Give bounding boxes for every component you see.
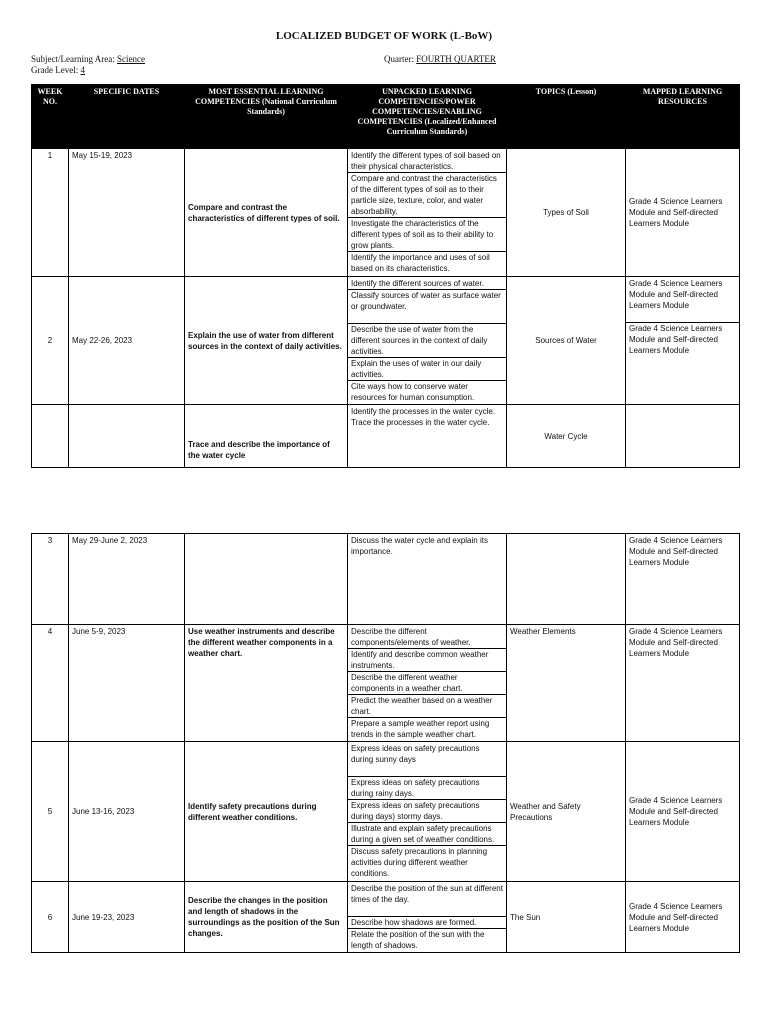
list-item: Compare and contrast the characteristics of the different types of soil as to their particle size, texture, color, and water absorbability. [348, 173, 506, 218]
list-item: Identify and describe common weather instruments. [348, 649, 506, 672]
specific-dates [69, 405, 185, 468]
list-item: Describe the different components/elements of weather. [348, 626, 506, 649]
topic: Water Cycle [507, 405, 626, 468]
grade-label: Grade Level: [31, 65, 81, 75]
specific-dates: May 29-June 2, 2023 [69, 534, 185, 625]
list-item: Describe how shadows are formed. [348, 917, 506, 929]
table-row [32, 277, 740, 405]
specific-dates: June 13-16, 2023 [69, 742, 185, 882]
week-number: 1 [32, 149, 69, 277]
list-item: Express ideas on safety precautions during days) stormy days. [348, 800, 506, 823]
learning-resource [626, 277, 740, 405]
table-row [32, 882, 740, 953]
list-item: Describe the use of water from the different sources in the context of daily activities. [348, 324, 506, 358]
topic [507, 534, 626, 625]
week-number: 4 [32, 625, 69, 742]
unpacked-competencies [348, 277, 507, 405]
list-item: Identify the processes in the water cycle. [351, 407, 496, 416]
table-row [32, 625, 740, 742]
specific-dates: June 5-9, 2023 [69, 625, 185, 742]
table-row [32, 149, 740, 277]
specific-dates: June 19-23, 2023 [69, 882, 185, 953]
list-item: Cite ways how to conserve water resources for human consumption. [351, 382, 475, 402]
grade-value: 4 [80, 65, 85, 75]
topic: Sources of Water [507, 277, 626, 405]
week-number [32, 405, 69, 468]
learning-resource: Grade 4 Science Learners Module and Self-directed Learners Module [626, 149, 740, 277]
table-header-row [32, 85, 740, 149]
melc-text [185, 534, 348, 625]
learning-resource: Grade 4 Science Learners Module and Self-directed Learners Module [626, 625, 740, 742]
topic: Weather and Safety Precautions [507, 742, 626, 882]
learning-resource-b: Grade 4 Science Learners Module and Self-directed Learners Module [629, 324, 723, 355]
unpacked-competencies [348, 149, 507, 277]
topic: Types of Soil [507, 149, 626, 277]
quarter-info [384, 54, 496, 65]
learning-resource: Grade 4 Science Learners Module and Self-directed Learners Module [626, 742, 740, 882]
specific-dates: May 22-26, 2023 [69, 277, 185, 405]
table-row [32, 405, 740, 468]
list-item: Trace the processes in the water cycle. [351, 418, 490, 427]
subject-label: Subject/Learning Area: [31, 54, 117, 64]
subject-value: Science [116, 54, 145, 64]
list-item: Discuss the water cycle and explain its importance. [351, 536, 488, 556]
list-item: Express ideas on safety precautions during rainy days. [348, 777, 506, 800]
week-number: 5 [32, 742, 69, 882]
learning-resource: Grade 4 Science Learners Module and Self-directed Learners Module [626, 882, 740, 953]
melc-text: Use weather instruments and describe the different weather components in a weather chart. [185, 625, 348, 742]
list-item: Identify the different sources of water. [348, 278, 506, 290]
quarter-label: Quarter: [384, 54, 417, 64]
list-item: Discuss safety precautions in planning activities during different weather conditions. [351, 847, 488, 878]
list-item: Predict the weather based on a weather chart. [348, 695, 506, 718]
learning-resource-a: Grade 4 Science Learners Module and Self-directed Learners Module [626, 278, 739, 323]
unpacked-competencies [348, 405, 507, 468]
list-item: Investigate the characteristics of the different types of soil as to their ability to grow plants. [348, 218, 506, 252]
header-resources: MAPPED LEARNING RESOURCES [626, 85, 740, 149]
list-item: Prepare a sample weather report using trends in the sample weather chart. [351, 719, 490, 739]
melc-text: Compare and contrast the characteristics of different types of soil. [185, 149, 348, 277]
list-item: Identify the importance and uses of soil based on its characteristics. [351, 253, 490, 273]
unpacked-competencies [348, 742, 507, 882]
header-week: WEEK NO. [32, 85, 69, 149]
melc-text: Explain the use of water from different sources in the context of daily activities. [185, 277, 348, 405]
specific-dates: May 15-19, 2023 [69, 149, 185, 277]
week-number: 6 [32, 882, 69, 953]
week-number: 2 [32, 277, 69, 405]
header-topics: TOPICS (Lesson) [507, 85, 626, 149]
list-item: Illustrate and explain safety precautions during a given set of weather conditions. [348, 823, 506, 846]
list-item: Explain the uses of water in our daily activities. [348, 358, 506, 381]
budget-table-part-1 [31, 84, 740, 468]
list-item: Express ideas on safety precautions during sunny days [348, 743, 506, 777]
unpacked-competencies [348, 625, 507, 742]
week-number: 3 [32, 534, 69, 625]
quarter-value: FOURTH QUARTER [416, 54, 496, 64]
unpacked-competencies [348, 534, 507, 625]
topic: The Sun [507, 882, 626, 953]
melc-text: Identify safety precautions during different weather conditions. [185, 742, 348, 882]
list-item: Relate the position of the sun with the length of shadows. [351, 930, 485, 950]
header-melc: MOST ESSENTIAL LEARNING COMPETENCIES (National Curriculum Standards) [185, 85, 348, 149]
list-item: Identify the different types of soil based on their physical characteristics. [348, 150, 506, 173]
table-row [32, 534, 740, 625]
document-title: LOCALIZED BUDGET OF WORK (L-BoW) [275, 30, 493, 42]
list-item: Describe the position of the sun at different times of the day. [348, 883, 506, 917]
table-row [32, 742, 740, 882]
budget-table-part-2 [31, 533, 740, 953]
melc-text: Describe the changes in the position and length of shadows in the surroundings as the position of the Sun changes. [185, 882, 348, 953]
topic: Weather Elements [507, 625, 626, 742]
list-item: Describe the different weather components in a weather chart. [348, 672, 506, 695]
learning-resource [626, 405, 740, 468]
header-dates: SPECIFIC DATES [69, 85, 185, 149]
header-unpacked: UNPACKED LEARNING COMPETENCIES/POWER COMPETENCIES/ENABLING COMPETENCIES (Localized/Enhanced Curriculum Standards) [348, 85, 507, 149]
learning-resource: Grade 4 Science Learners Module and Self-directed Learners Module [626, 534, 740, 625]
unpacked-competencies [348, 882, 507, 953]
list-item: Classify sources of water as surface water or groundwater. [348, 290, 506, 324]
melc-text: Trace and describe the importance of the water cycle [185, 405, 348, 468]
subject-grade-info [31, 54, 145, 76]
